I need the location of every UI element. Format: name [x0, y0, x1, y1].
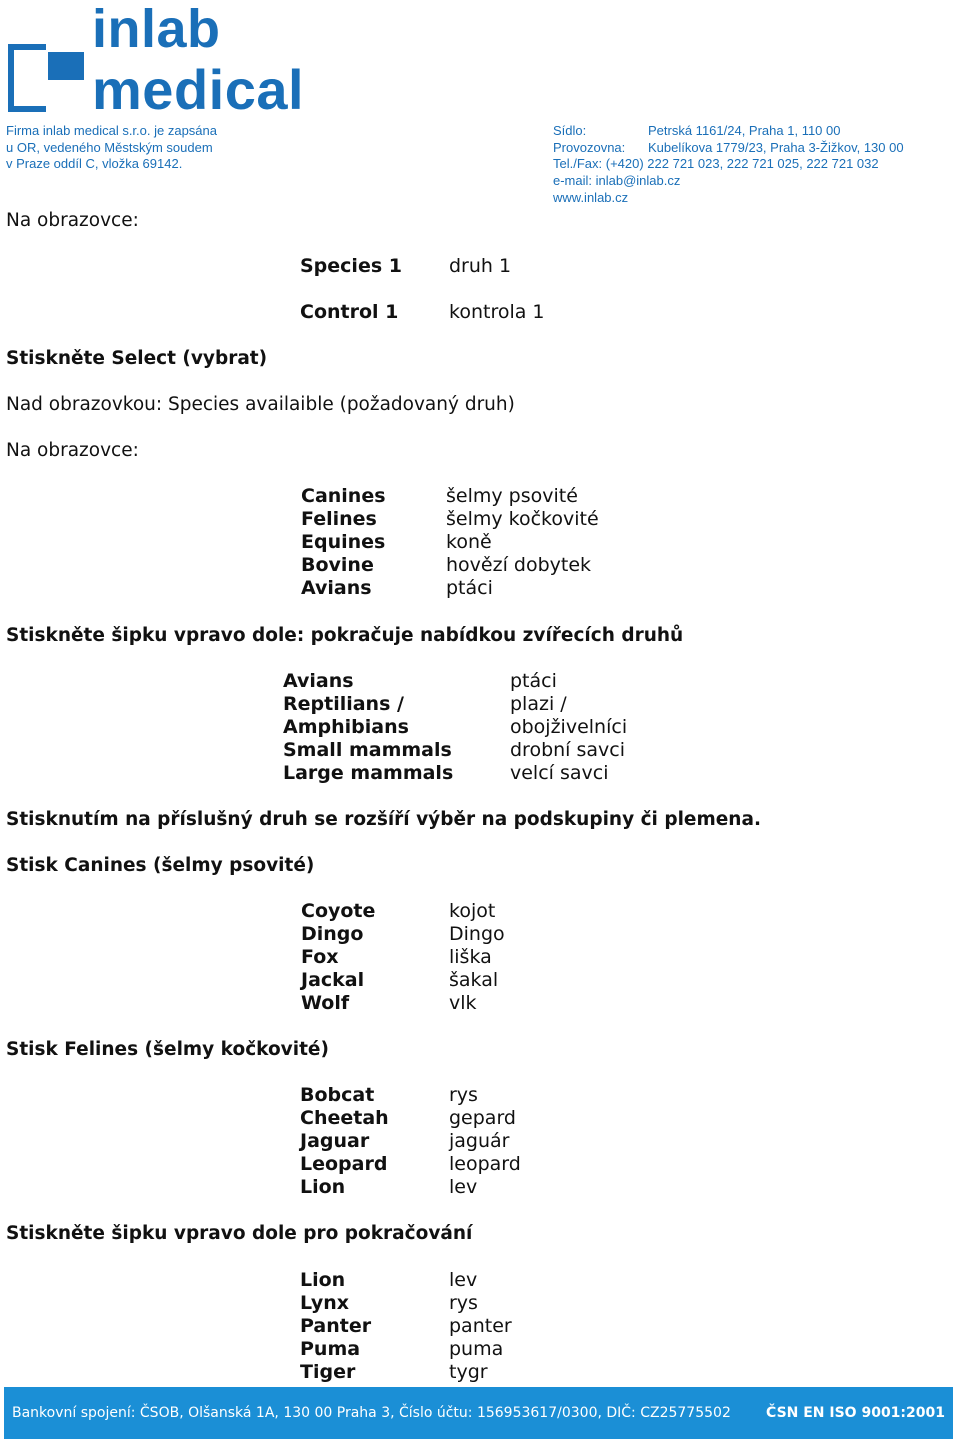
screen1-druh: druh 1 [449, 255, 512, 277]
list-item: tygr [449, 1361, 488, 1383]
list-item: Lion [300, 1269, 346, 1291]
provozovna-row [553, 140, 953, 157]
list-item: Jaguar [300, 1130, 370, 1152]
arrow-instruction-1: Stiskněte šipku vpravo dole: pokračuje nabídkou zvířecích druhů [6, 625, 684, 646]
list-item: liška [449, 946, 492, 968]
sidlo-label: Sídlo: [553, 123, 587, 138]
list-item: koně [446, 531, 492, 553]
list-item: Amphibians [283, 716, 409, 738]
list-item: jaguár [449, 1130, 510, 1152]
list-item: Equines [301, 531, 386, 553]
species-list-1-en [301, 485, 386, 600]
list-item: Panter [300, 1315, 372, 1337]
list-item: Bobcat [300, 1084, 375, 1106]
bank-details: Bankovní spojení: ČSOB, Olšanská 1A, 130 00 Praha 3, Číslo účtu: 156953617/0300, DIČ: CZ25775502 [12, 1405, 731, 1421]
list-item: Lynx [300, 1292, 349, 1314]
list-item: ptáci [446, 577, 493, 599]
registration-line-1: Firma inlab medical s.r.o. je zapsána [6, 123, 217, 138]
list-item: vlk [449, 992, 477, 1014]
list-item: Leopard [300, 1153, 388, 1175]
list-item: rys [449, 1084, 478, 1106]
list-item: obojživelníci [510, 716, 628, 738]
logo-square-outline-bottom [8, 106, 46, 112]
list-item: šelmy psovité [446, 485, 578, 507]
list-item: velcí savci [510, 762, 609, 784]
sidlo-row [553, 123, 953, 140]
list-item: Avians [283, 670, 354, 692]
list-item: leopard [449, 1153, 521, 1175]
list-item: šelmy kočkovité [446, 508, 599, 530]
list-item: Fox [301, 946, 339, 968]
company-contact [553, 123, 953, 207]
list-item: Dingo [449, 923, 505, 945]
list-item: Avians [301, 577, 372, 599]
list-item: Small mammals [283, 739, 452, 761]
list-item: Puma [300, 1338, 361, 1360]
list-item: puma [449, 1338, 504, 1360]
screen1-en-column [300, 255, 402, 324]
logo-word-medical: medical [92, 58, 305, 121]
canines-list-en [301, 900, 375, 1015]
felines-list-2-en [300, 1269, 371, 1384]
felines-list-2-cz [449, 1269, 512, 1384]
footer-bar [4, 1387, 953, 1439]
list-item: Large mammals [283, 762, 454, 784]
telfax: Tel./Fax: (+420) 222 721 023, 222 721 025, 222 721 032 [553, 156, 879, 172]
above-screen-text: Nad obrazovkou: Species availaible (požadovaný druh) [6, 394, 515, 415]
list-item: Canines [301, 485, 386, 507]
registration-line-3: v Praze oddíl C, vložka 69142. [6, 156, 183, 172]
canines-list-cz [449, 900, 505, 1015]
screen1-kontrola: kontrola 1 [449, 301, 545, 323]
logo-square-outline-left [8, 44, 14, 112]
list-item: gepard [449, 1107, 516, 1129]
list-item: kojot [449, 900, 496, 922]
list-item: Dingo [301, 923, 364, 945]
label-na-obrazovce-2: Na obrazovce: [6, 440, 139, 461]
list-item: šakal [449, 969, 499, 991]
provozovna-label: Provozovna: [553, 139, 626, 155]
species-list-1-cz [446, 485, 599, 600]
sidlo-value: Petrská 1161/24, Praha 1, 110 00 [648, 123, 841, 138]
list-item: panter [449, 1315, 512, 1337]
list-item: Cheetah [300, 1107, 389, 1129]
list-item: Reptilians / [283, 693, 404, 715]
expand-instruction: Stisknutím na příslušný druh se rozšíří výběr na podskupiny či plemena. [6, 809, 761, 830]
list-item: hovězí dobytek [446, 554, 592, 576]
continue-instruction: Stiskněte šipku vpravo dole pro pokračování [6, 1223, 473, 1244]
species-list-2-en [283, 670, 453, 785]
provozovna-value: Kubelíkova 1779/23, Praha 3-Žižkov, 130 00 [648, 139, 904, 155]
list-item: Bovine [301, 554, 374, 576]
list-item: rys [449, 1292, 478, 1314]
list-item: ptáci [510, 670, 557, 692]
list-item: lev [449, 1269, 478, 1291]
web-link[interactable]: www.inlab.cz [553, 189, 629, 205]
felines-list-1-en [300, 1084, 389, 1199]
screen1-species: Species 1 [300, 255, 402, 277]
iso-certification: ČSN EN ISO 9001:2001 [766, 1405, 945, 1421]
list-item: Lion [300, 1176, 346, 1198]
list-item: Coyote [301, 900, 376, 922]
screen1-control: Control 1 [300, 301, 399, 323]
screen1-cz-column [449, 255, 545, 324]
canines-instruction: Stisk Canines (šelmy psovité) [6, 855, 315, 876]
select-instruction: Stiskněte Select (vybrat) [6, 348, 268, 369]
list-item: Jackal [301, 969, 365, 991]
felines-list-1-cz [449, 1084, 521, 1199]
logo-word-inlab: inlab [92, 0, 221, 59]
label-na-obrazovce-1: Na obrazovce: [6, 210, 139, 231]
company-registration [6, 123, 217, 173]
list-item: Wolf [301, 992, 350, 1014]
logo-square-fill [48, 52, 84, 80]
list-item: Felines [301, 508, 377, 530]
list-item: lev [449, 1176, 478, 1198]
species-list-2-cz [510, 670, 627, 785]
email-link[interactable]: e-mail: inlab@inlab.cz [553, 173, 681, 189]
felines-instruction: Stisk Felines (šelmy kočkovité) [6, 1039, 329, 1060]
list-item: drobní savci [510, 739, 626, 761]
list-item: Tiger [300, 1361, 356, 1383]
list-item: plazi / [510, 693, 567, 715]
registration-line-2: u OR, vedeného Městským soudem [6, 139, 213, 155]
